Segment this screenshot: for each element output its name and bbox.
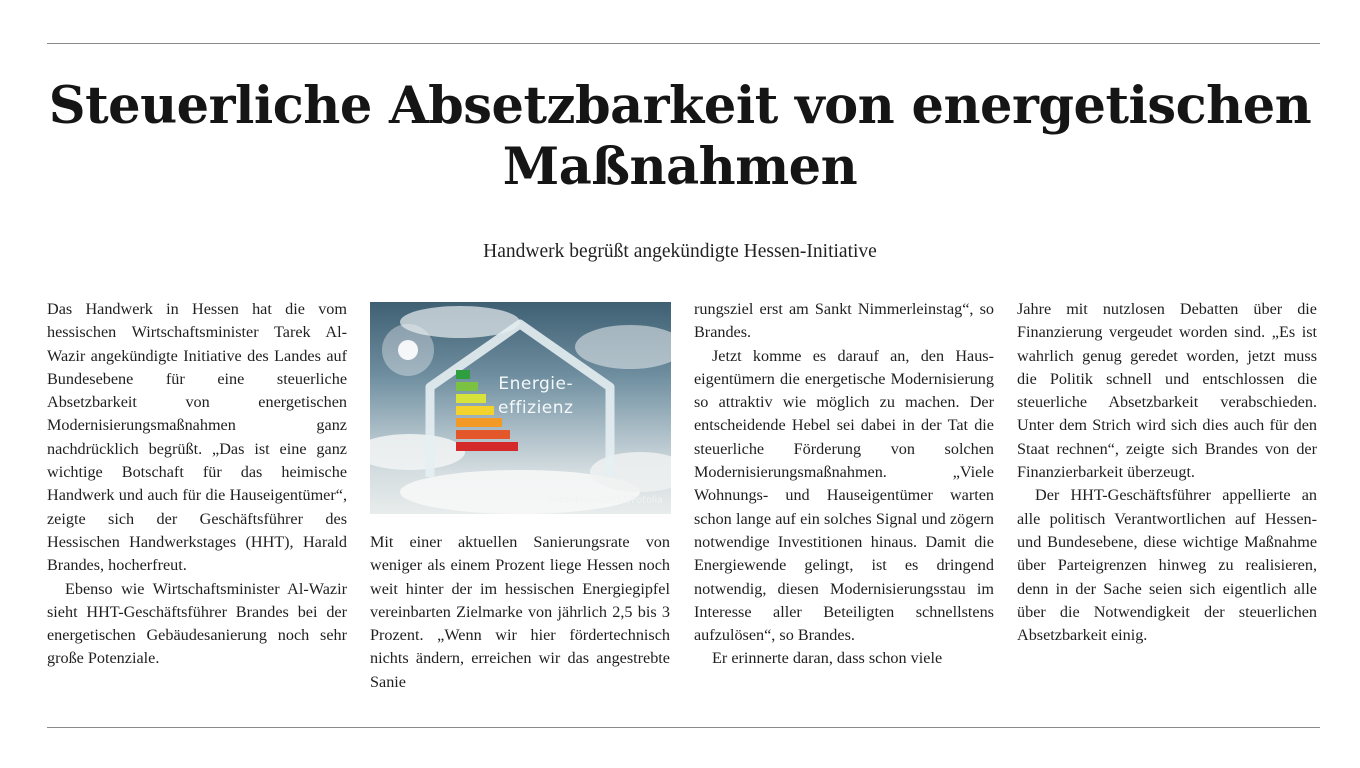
energy-class-bar: [456, 394, 486, 403]
sun-icon: [398, 340, 418, 360]
paragraph: rungsziel erst am Sankt Nimmerleinstag“, so Brandes.: [694, 300, 994, 342]
image-label-line-1: Energie-: [498, 374, 574, 394]
energy-class-bar: [456, 370, 470, 379]
paragraph: Jetzt komme es darauf an, den Hauseigentümern die energetische Modernisierung so attraktiv wie möglich zu machen. Der entscheidende Hebel sei dabei in der Tat die steuerliche Förderung von solchen Modernisierungsmaßnahmen. „Viele Wohnungs- und Hauseigentümer warten schon lange auf ein solches Signal und zögern notwendige Investitionen hinaus. Damit die Energiewende gelingt, ist es dringend notwendig, diesen Modernisierungsstau im Interesse aller Beteiligten schnellstens aufzulösen“, so Brandes.: [694, 346, 994, 645]
energy-class-bar: [456, 442, 518, 451]
column-2: [370, 531, 670, 694]
paragraph: Mit einer aktuellen Sanierungsrate von weniger als einem Prozent liege Hessen noch weit hinter der im hessischen Energiegipfel vereinbarten Zielmarke von jährlich 2,5 bis 3 Prozent. „Wenn wir hier fördertechnisch nichts ändern, erreichen wir das angestrebte Sanie: [370, 533, 670, 691]
bottom-rule: [47, 727, 1320, 728]
photo-credit: Foto: Marco2811/Fotolia: [548, 495, 663, 506]
cloud: [370, 434, 465, 470]
paragraph: Er erinnerte daran, dass schon viele: [712, 649, 943, 668]
energy-class-bar: [456, 382, 478, 391]
top-rule: [47, 43, 1320, 44]
energy-class-bar: [456, 418, 502, 427]
energy-class-bar: [456, 406, 494, 415]
cloud: [575, 325, 671, 369]
paragraph: Das Handwerk in Hessen hat die vom hessischen Wirtschaftsminister Tarek Al-Wazir angekündigte Initiative des Landes auf Bundesebene für eine steuerliche Absetzbarkeit von energetischen Modernisierungsmaßnahmen ganz nachdrücklich begrüßt. „Das ist eine ganz wichtige Botschaft für das heimische Handwerk und auch für die Hauseigentümer“, zeigte sich der Geschäftsführer des Hessischen Handwerkstages (HHT), Harald Brandes, hocherfreut.: [47, 300, 347, 575]
headline: Steuerliche Absetzbarkeit von energetischen Maßnahmen: [48, 76, 1312, 197]
energy-class-bar: [456, 430, 510, 439]
column-4: [1017, 298, 1317, 647]
column-3: [694, 298, 994, 671]
image-label: [498, 372, 573, 420]
image-label-line-2: effizienz: [498, 398, 574, 418]
energy-efficiency-photo: [370, 302, 671, 514]
paragraph: Jahre mit nutzlosen Debatten über die Finanzierung vergeudet worden sind. „Es ist wahrlich genug geredet worden, jetzt muss die Politik schnell und entschlossen die steuerliche Absetzbarkeit verabschieden. Unter dem Strich wird sich dies auch für den Staat rechnen“, zeigte sich Brandes von der Finanzierbarkeit überzeugt.: [1017, 300, 1317, 482]
subheadline: Handwerk begrüßt angekündigte Hessen-Initiative: [483, 241, 877, 262]
paragraph: Der HHT-Geschäftsführer appellierte an alle politisch Verantwortlichen auf Hessen- und Bundesebene, diese wichtige Maßnahme über Parteigrenzen hinweg zu realisieren, denn in der Sache seien sich eigentlich alle über die Notwendigkeit der steuerlichen Absetzbarkeit einig.: [1017, 486, 1317, 645]
column-1: [47, 298, 347, 671]
paragraph: Ebenso wie Wirtschaftsminister Al-Wazir sieht HHT-Geschäftsführer Brandes bei der energetischen Gebäudesanierung noch sehr große Potenziale.: [47, 579, 347, 668]
